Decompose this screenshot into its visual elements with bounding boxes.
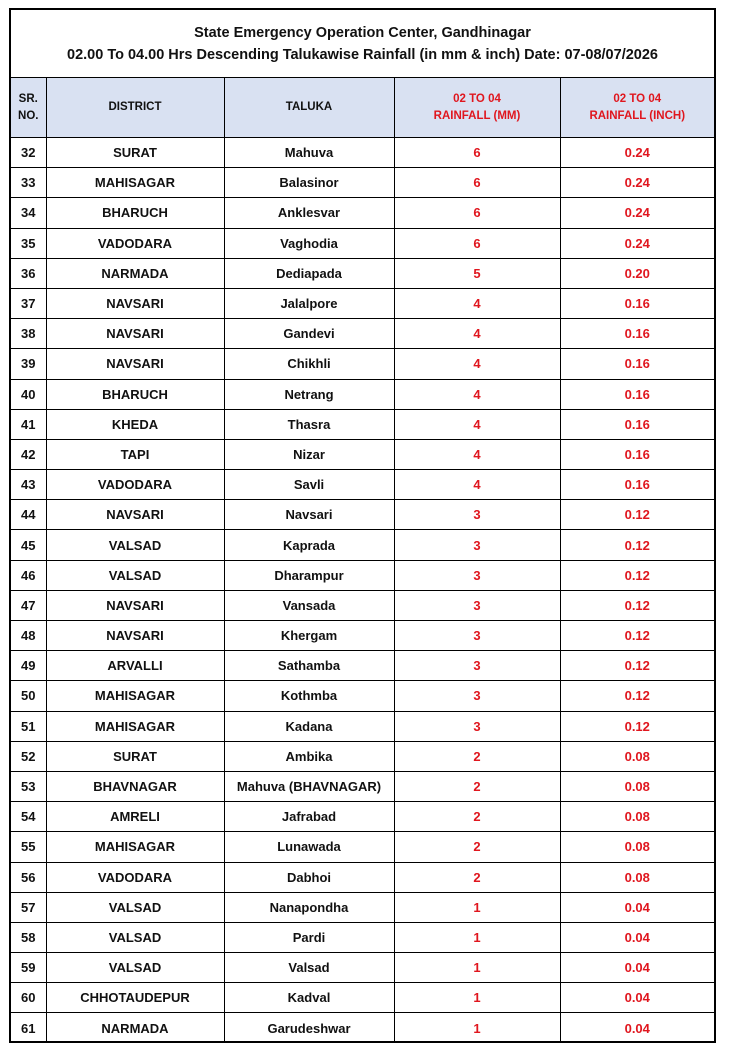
table-row [11, 319, 714, 349]
cell-taluka: Sathamba [224, 651, 394, 681]
cell-district: NAVSARI [46, 590, 224, 620]
cell-rainfall-inch: 0.08 [560, 771, 714, 801]
cell-rainfall-mm: 4 [394, 409, 560, 439]
cell-rainfall-mm: 4 [394, 379, 560, 409]
cell-sr-no: 52 [11, 741, 46, 771]
cell-rainfall-mm: 6 [394, 198, 560, 228]
table-row [11, 288, 714, 318]
cell-rainfall-inch: 0.12 [560, 530, 714, 560]
cell-district: VALSAD [46, 922, 224, 952]
cell-rainfall-mm: 3 [394, 530, 560, 560]
table-row [11, 983, 714, 1013]
table-header-row [11, 78, 714, 138]
cell-rainfall-inch: 0.08 [560, 802, 714, 832]
table-row [11, 409, 714, 439]
cell-rainfall-mm: 1 [394, 922, 560, 952]
cell-district: MAHISAGAR [46, 681, 224, 711]
report-title [11, 10, 714, 78]
table-body [11, 138, 714, 1043]
cell-rainfall-inch: 0.12 [560, 711, 714, 741]
cell-rainfall-inch: 0.04 [560, 892, 714, 922]
cell-sr-no: 61 [11, 1013, 46, 1043]
table-row [11, 470, 714, 500]
table-row [11, 862, 714, 892]
cell-taluka: Garudeshwar [224, 1013, 394, 1043]
table-row [11, 198, 714, 228]
cell-district: NARMADA [46, 258, 224, 288]
table-row [11, 560, 714, 590]
header-district: DISTRICT [46, 78, 224, 138]
cell-sr-no: 60 [11, 983, 46, 1013]
cell-rainfall-mm: 2 [394, 832, 560, 862]
cell-taluka: Pardi [224, 922, 394, 952]
table-row [11, 530, 714, 560]
cell-sr-no: 37 [11, 288, 46, 318]
cell-sr-no: 43 [11, 470, 46, 500]
cell-taluka: Kadval [224, 983, 394, 1013]
cell-district: TAPI [46, 439, 224, 469]
cell-rainfall-mm: 6 [394, 228, 560, 258]
cell-taluka: Vaghodia [224, 228, 394, 258]
cell-sr-no: 51 [11, 711, 46, 741]
cell-rainfall-inch: 0.12 [560, 681, 714, 711]
cell-rainfall-mm: 3 [394, 711, 560, 741]
cell-taluka: Nanapondha [224, 892, 394, 922]
cell-sr-no: 48 [11, 621, 46, 651]
cell-district: AMRELI [46, 802, 224, 832]
cell-rainfall-mm: 3 [394, 500, 560, 530]
cell-taluka: Khergam [224, 621, 394, 651]
cell-rainfall-inch: 0.12 [560, 590, 714, 620]
cell-rainfall-inch: 0.24 [560, 168, 714, 198]
cell-rainfall-mm: 2 [394, 862, 560, 892]
cell-district: VALSAD [46, 892, 224, 922]
table-row [11, 681, 714, 711]
cell-rainfall-inch: 0.08 [560, 862, 714, 892]
cell-district: NAVSARI [46, 500, 224, 530]
cell-rainfall-mm: 1 [394, 1013, 560, 1043]
header-rainfall-inch: 02 TO 04 RAINFALL (INCH) [560, 78, 714, 138]
cell-rainfall-mm: 6 [394, 168, 560, 198]
cell-rainfall-inch: 0.08 [560, 741, 714, 771]
cell-rainfall-inch: 0.24 [560, 228, 714, 258]
cell-sr-no: 47 [11, 590, 46, 620]
table-row [11, 590, 714, 620]
cell-sr-no: 46 [11, 560, 46, 590]
cell-taluka: Nizar [224, 439, 394, 469]
cell-rainfall-mm: 3 [394, 651, 560, 681]
cell-rainfall-inch: 0.04 [560, 922, 714, 952]
cell-rainfall-mm: 4 [394, 439, 560, 469]
table-row [11, 771, 714, 801]
cell-sr-no: 39 [11, 349, 46, 379]
cell-sr-no: 49 [11, 651, 46, 681]
cell-district: VADODARA [46, 228, 224, 258]
cell-rainfall-inch: 0.08 [560, 832, 714, 862]
cell-sr-no: 55 [11, 832, 46, 862]
cell-rainfall-mm: 2 [394, 771, 560, 801]
cell-district: BHARUCH [46, 379, 224, 409]
cell-rainfall-inch: 0.12 [560, 500, 714, 530]
cell-rainfall-inch: 0.16 [560, 409, 714, 439]
cell-sr-no: 35 [11, 228, 46, 258]
table-row [11, 1013, 714, 1043]
cell-rainfall-inch: 0.12 [560, 651, 714, 681]
cell-rainfall-mm: 1 [394, 892, 560, 922]
cell-rainfall-mm: 1 [394, 983, 560, 1013]
cell-rainfall-mm: 3 [394, 590, 560, 620]
cell-sr-no: 41 [11, 409, 46, 439]
table-row [11, 922, 714, 952]
cell-taluka: Mahuva [224, 138, 394, 168]
cell-rainfall-inch: 0.20 [560, 258, 714, 288]
cell-rainfall-mm: 4 [394, 349, 560, 379]
cell-district: MAHISAGAR [46, 711, 224, 741]
cell-rainfall-mm: 2 [394, 741, 560, 771]
cell-sr-no: 38 [11, 319, 46, 349]
cell-sr-no: 59 [11, 953, 46, 983]
cell-district: NARMADA [46, 1013, 224, 1043]
header-taluka: TALUKA [224, 78, 394, 138]
cell-taluka: Kothmba [224, 681, 394, 711]
cell-rainfall-mm: 1 [394, 953, 560, 983]
cell-taluka: Thasra [224, 409, 394, 439]
cell-rainfall-inch: 0.16 [560, 288, 714, 318]
cell-district: MAHISAGAR [46, 168, 224, 198]
cell-rainfall-inch: 0.12 [560, 560, 714, 590]
cell-rainfall-inch: 0.16 [560, 439, 714, 469]
cell-rainfall-mm: 3 [394, 560, 560, 590]
report-frame [9, 8, 716, 1043]
cell-district: VALSAD [46, 560, 224, 590]
cell-district: VALSAD [46, 953, 224, 983]
table-row [11, 258, 714, 288]
cell-district: ARVALLI [46, 651, 224, 681]
cell-district: KHEDA [46, 409, 224, 439]
cell-rainfall-inch: 0.16 [560, 470, 714, 500]
cell-sr-no: 45 [11, 530, 46, 560]
cell-district: NAVSARI [46, 621, 224, 651]
cell-rainfall-inch: 0.24 [560, 138, 714, 168]
cell-sr-no: 34 [11, 198, 46, 228]
cell-rainfall-inch: 0.16 [560, 319, 714, 349]
title-line-2: 02.00 To 04.00 Hrs Descending Talukawise Rainfall (in mm & inch) Date: 07-08/07/2026 [67, 46, 658, 63]
cell-taluka: Kaprada [224, 530, 394, 560]
cell-district: VADODARA [46, 862, 224, 892]
cell-taluka: Jalalpore [224, 288, 394, 318]
cell-sr-no: 44 [11, 500, 46, 530]
table-row [11, 711, 714, 741]
cell-sr-no: 54 [11, 802, 46, 832]
cell-sr-no: 53 [11, 771, 46, 801]
cell-taluka: Gandevi [224, 319, 394, 349]
cell-taluka: Navsari [224, 500, 394, 530]
table-row [11, 500, 714, 530]
cell-district: VALSAD [46, 530, 224, 560]
cell-taluka: Anklesvar [224, 198, 394, 228]
table-row [11, 621, 714, 651]
table-row [11, 651, 714, 681]
cell-district: VADODARA [46, 470, 224, 500]
cell-rainfall-mm: 5 [394, 258, 560, 288]
cell-taluka: Balasinor [224, 168, 394, 198]
table-row [11, 953, 714, 983]
cell-taluka: Valsad [224, 953, 394, 983]
cell-rainfall-inch: 0.24 [560, 198, 714, 228]
table-row [11, 168, 714, 198]
cell-district: NAVSARI [46, 288, 224, 318]
cell-rainfall-mm: 3 [394, 621, 560, 651]
cell-rainfall-inch: 0.04 [560, 1013, 714, 1043]
cell-sr-no: 50 [11, 681, 46, 711]
cell-rainfall-inch: 0.04 [560, 953, 714, 983]
cell-rainfall-mm: 6 [394, 138, 560, 168]
cell-sr-no: 57 [11, 892, 46, 922]
cell-taluka: Dabhoi [224, 862, 394, 892]
cell-taluka: Jafrabad [224, 802, 394, 832]
cell-sr-no: 32 [11, 138, 46, 168]
title-line-1: State Emergency Operation Center, Gandhinagar [194, 24, 531, 41]
cell-sr-no: 33 [11, 168, 46, 198]
cell-rainfall-mm: 4 [394, 319, 560, 349]
cell-rainfall-inch: 0.12 [560, 621, 714, 651]
cell-district: BHARUCH [46, 198, 224, 228]
table-row [11, 349, 714, 379]
table-row [11, 138, 714, 168]
cell-rainfall-mm: 2 [394, 802, 560, 832]
cell-taluka: Netrang [224, 379, 394, 409]
cell-sr-no: 56 [11, 862, 46, 892]
cell-district: SURAT [46, 741, 224, 771]
cell-rainfall-inch: 0.16 [560, 349, 714, 379]
cell-taluka: Chikhli [224, 349, 394, 379]
cell-rainfall-mm: 3 [394, 681, 560, 711]
table-row [11, 379, 714, 409]
cell-rainfall-mm: 4 [394, 470, 560, 500]
rainfall-table [11, 78, 714, 1043]
table-row [11, 228, 714, 258]
table-row [11, 741, 714, 771]
table-row [11, 832, 714, 862]
cell-rainfall-mm: 4 [394, 288, 560, 318]
table-row [11, 802, 714, 832]
cell-sr-no: 40 [11, 379, 46, 409]
table-row [11, 892, 714, 922]
cell-district: NAVSARI [46, 319, 224, 349]
cell-taluka: Dediapada [224, 258, 394, 288]
header-sr-no: SR. NO. [11, 78, 46, 138]
cell-sr-no: 58 [11, 922, 46, 952]
cell-taluka: Mahuva (BHAVNAGAR) [224, 771, 394, 801]
cell-taluka: Dharampur [224, 560, 394, 590]
cell-district: SURAT [46, 138, 224, 168]
cell-taluka: Ambika [224, 741, 394, 771]
cell-district: NAVSARI [46, 349, 224, 379]
cell-sr-no: 36 [11, 258, 46, 288]
table-row [11, 439, 714, 469]
cell-district: MAHISAGAR [46, 832, 224, 862]
cell-taluka: Vansada [224, 590, 394, 620]
cell-taluka: Savli [224, 470, 394, 500]
cell-rainfall-inch: 0.04 [560, 983, 714, 1013]
cell-rainfall-inch: 0.16 [560, 379, 714, 409]
cell-taluka: Lunawada [224, 832, 394, 862]
cell-district: BHAVNAGAR [46, 771, 224, 801]
cell-district: CHHOTAUDEPUR [46, 983, 224, 1013]
cell-sr-no: 42 [11, 439, 46, 469]
cell-taluka: Kadana [224, 711, 394, 741]
header-rainfall-mm: 02 TO 04 RAINFALL (MM) [394, 78, 560, 138]
